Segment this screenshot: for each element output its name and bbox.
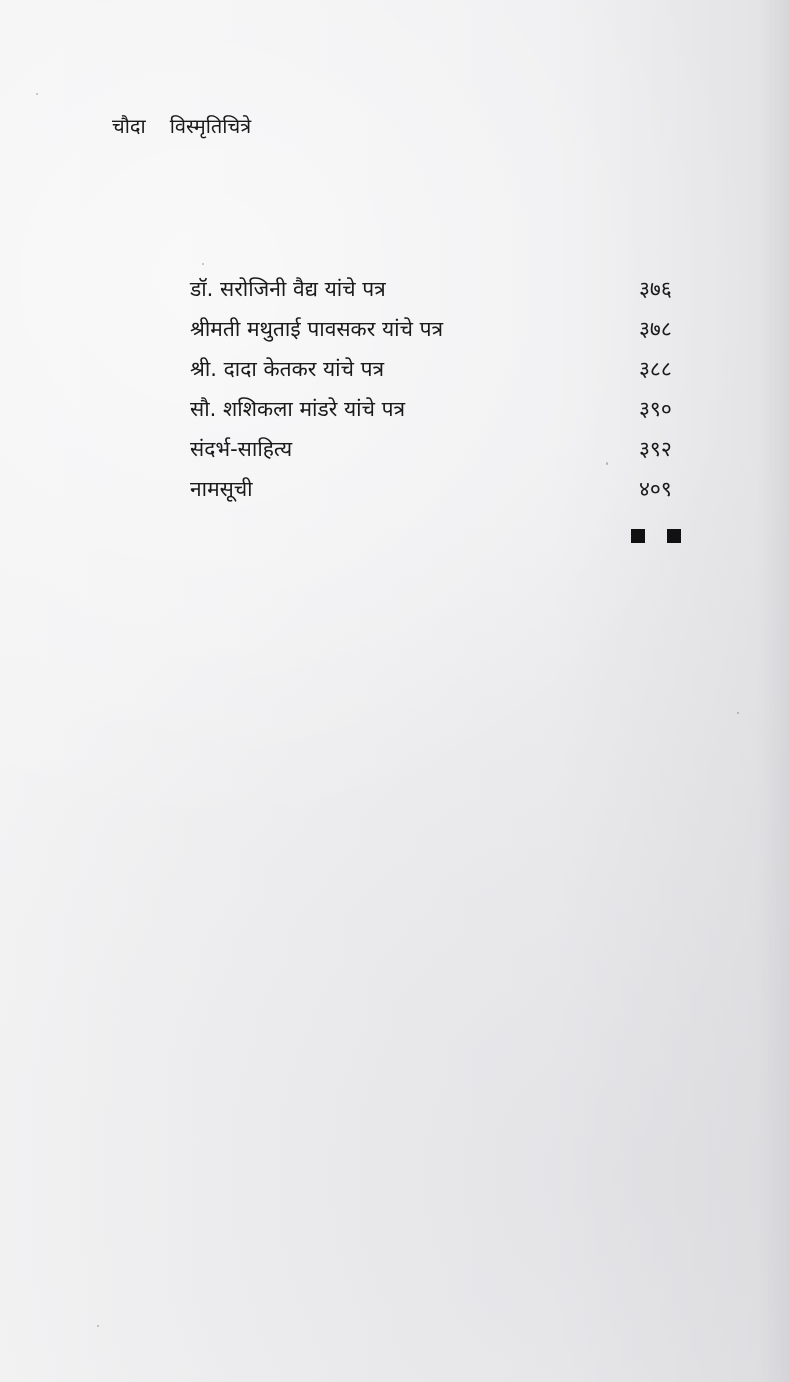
toc-entry [190, 472, 702, 512]
paper-speck [36, 93, 38, 95]
toc-entry [190, 312, 702, 352]
paper-speck [737, 712, 739, 714]
running-head [112, 113, 251, 139]
toc-entry-title: श्रीमती मथुताई पावसकर यांचे पत्र [190, 317, 444, 341]
toc-entry [190, 392, 702, 432]
toc-entry-page: ४०९ [639, 477, 672, 501]
paper-speck [202, 263, 204, 265]
toc-entry-page: ३९२ [639, 437, 672, 461]
toc-entry-page: ३९० [639, 397, 672, 421]
end-square-icon [631, 529, 645, 543]
toc-entry-title: श्री. दादा केतकर यांचे पत्र [190, 357, 385, 381]
section-end-mark [631, 529, 703, 548]
toc-entry-page: ३७६ [639, 277, 672, 301]
paper-speck [606, 462, 608, 465]
toc-entry [190, 272, 702, 312]
toc-entry [190, 352, 702, 392]
table-of-contents [190, 272, 702, 512]
end-square-icon [667, 529, 681, 543]
toc-entry-title: संदर्भ-साहित्य [190, 437, 293, 461]
paper-speck [97, 1325, 99, 1327]
toc-entry-page: ३७८ [639, 317, 672, 341]
toc-entry [190, 432, 702, 472]
page-number: चौदा [112, 114, 146, 138]
toc-entry-title: नामसूची [190, 477, 253, 501]
book-title: विस्मृतिचित्रे [169, 114, 252, 138]
toc-entry-title: सौ. शशिकला मांडरे यांचे पत्र [190, 397, 406, 421]
toc-entry-page: ३८८ [639, 357, 672, 381]
toc-entry-title: डॉ. सरोजिनी वैद्य यांचे पत्र [190, 277, 386, 301]
